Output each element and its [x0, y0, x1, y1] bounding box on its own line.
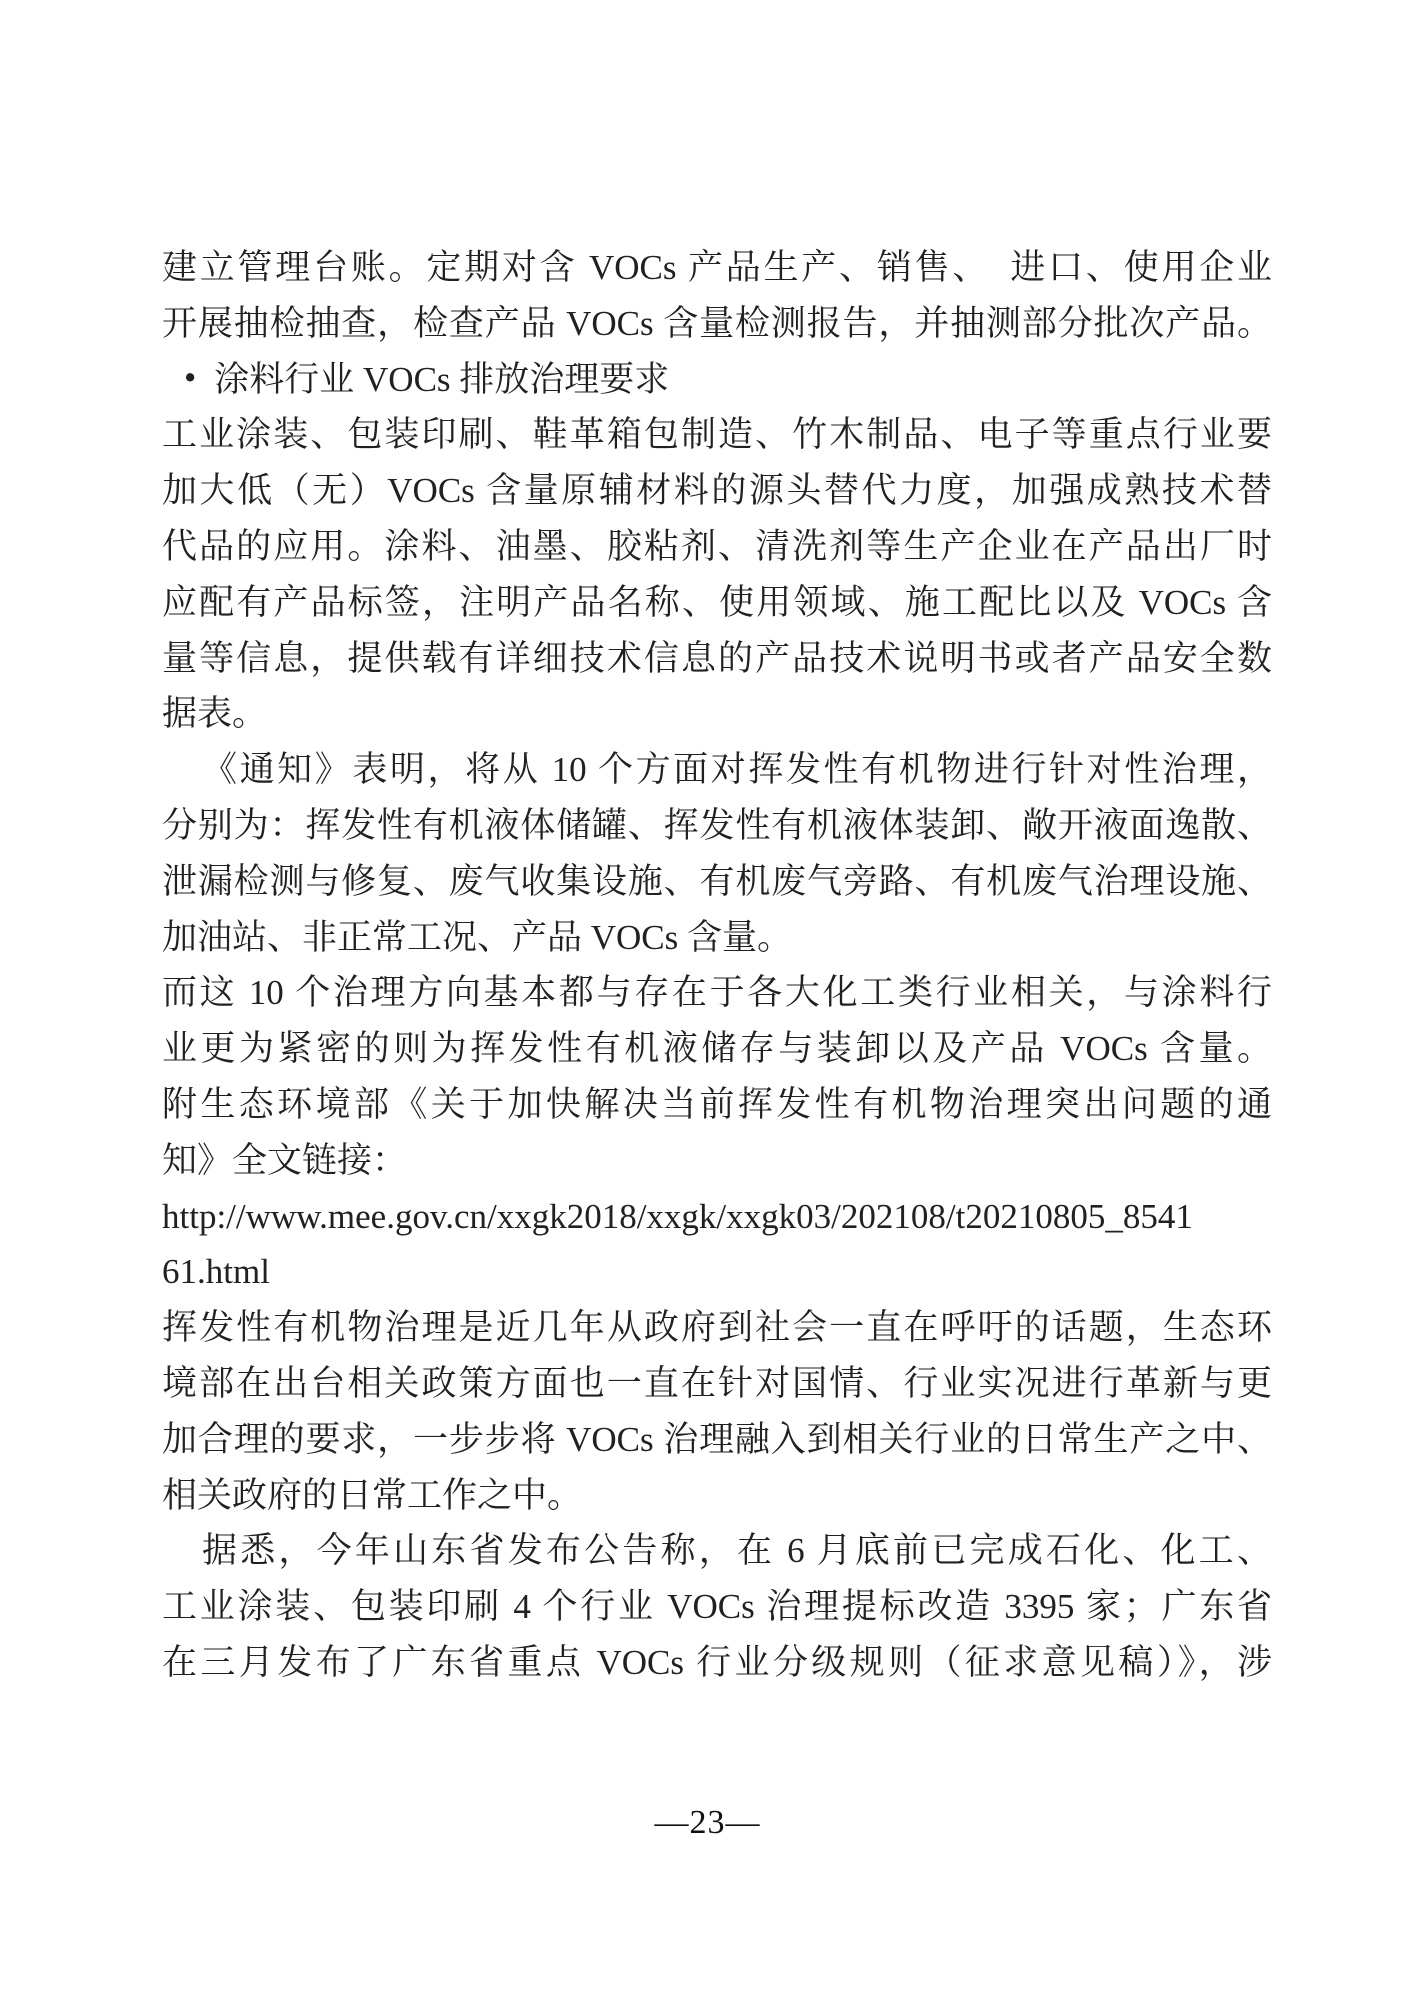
text-line: 应配有产品标签，注明产品名称、使用领域、施工配比以及 VOCs 含 [162, 582, 1272, 622]
line-text: 涂料行业 VOCs 排放治理要求 [214, 359, 670, 399]
text-line: 代品的应用。涂料、油墨、胶粘剂、清洗剂等生产企业在产品出厂时 [162, 526, 1272, 566]
bullet-icon: • [184, 357, 197, 397]
text-line: 知》全文链接： [162, 1140, 408, 1180]
page-number: —23— [654, 1804, 761, 1841]
url-line: http://www.mee.gov.cn/xxgk2018/xxgk/xxgk03/202108/t20210805_8541 [162, 1196, 1193, 1236]
text-line: 《通知》表明，将从 10 个方面对挥发性有机物进行针对性治理， [202, 750, 1272, 790]
bullet-line [162, 352, 1272, 408]
text-line: 据表。 [162, 694, 268, 734]
text-line: 工业涂装、包装印刷 4 个行业 VOCs 治理提标改造 3395 家；广东省 [162, 1587, 1272, 1627]
text-line: 泄漏检测与修复、废气收集设施、有机废气旁路、有机废气治理设施、 [162, 861, 1272, 901]
text-line: 建立管理台账。定期对含 VOCs 产品生产、销售、 进口、使用企业 [162, 248, 1272, 287]
text-line: 境部在出台相关政策方面也一直在针对国情、行业实况进行革新与更 [162, 1363, 1272, 1403]
text-line: 附生态环境部《关于加快解决当前挥发性有机物治理突出问题的通 [162, 1084, 1272, 1124]
text-line: 相关政府的日常工作之中。 [162, 1475, 583, 1515]
text-line: 加合理的要求，一步步将 VOCs 治理融入到相关行业的日常生产之中、 [162, 1419, 1272, 1459]
text-line: 业更为紧密的则为挥发性有机液储存与装卸以及产品 VOCs 含量。 [162, 1029, 1272, 1069]
text-line: 分别为：挥发性有机液体储罐、挥发性有机液体装卸、敞开液面逸散、 [162, 805, 1272, 845]
text-line: 在三月发布了广东省重点 VOCs 行业分级规则（征求意见稿）》，涉 [162, 1642, 1272, 1682]
text-line: 工业涂装、包装印刷、鞋革箱包制造、竹木制品、电子等重点行业要 [162, 415, 1272, 455]
text-line: 开展抽检抽查，检查产品 VOCs 含量检测报告，并抽测部分批次产品。 [162, 303, 1272, 343]
url-line: 61.html [162, 1252, 270, 1292]
text-body [162, 240, 1272, 1691]
text-line: 加油站、非正常工况、产品 VOCs 含量。 [162, 917, 793, 957]
text-line: 据悉，今年山东省发布公告称，在 6 月底前已完成石化、化工、 [202, 1531, 1272, 1571]
text-line: 量等信息，提供载有详细技术信息的产品技术说明书或者产品安全数 [162, 638, 1272, 678]
text-line: 而这 10 个治理方向基本都与存在于各大化工类行业相关，与涂料行 [162, 973, 1272, 1013]
text-line: 挥发性有机物治理是近几年从政府到社会一直在呼吁的话题，生态环 [162, 1308, 1272, 1348]
text-line: 加大低（无）VOCs 含量原辅材料的源头替代力度，加强成熟技术替 [162, 471, 1272, 511]
